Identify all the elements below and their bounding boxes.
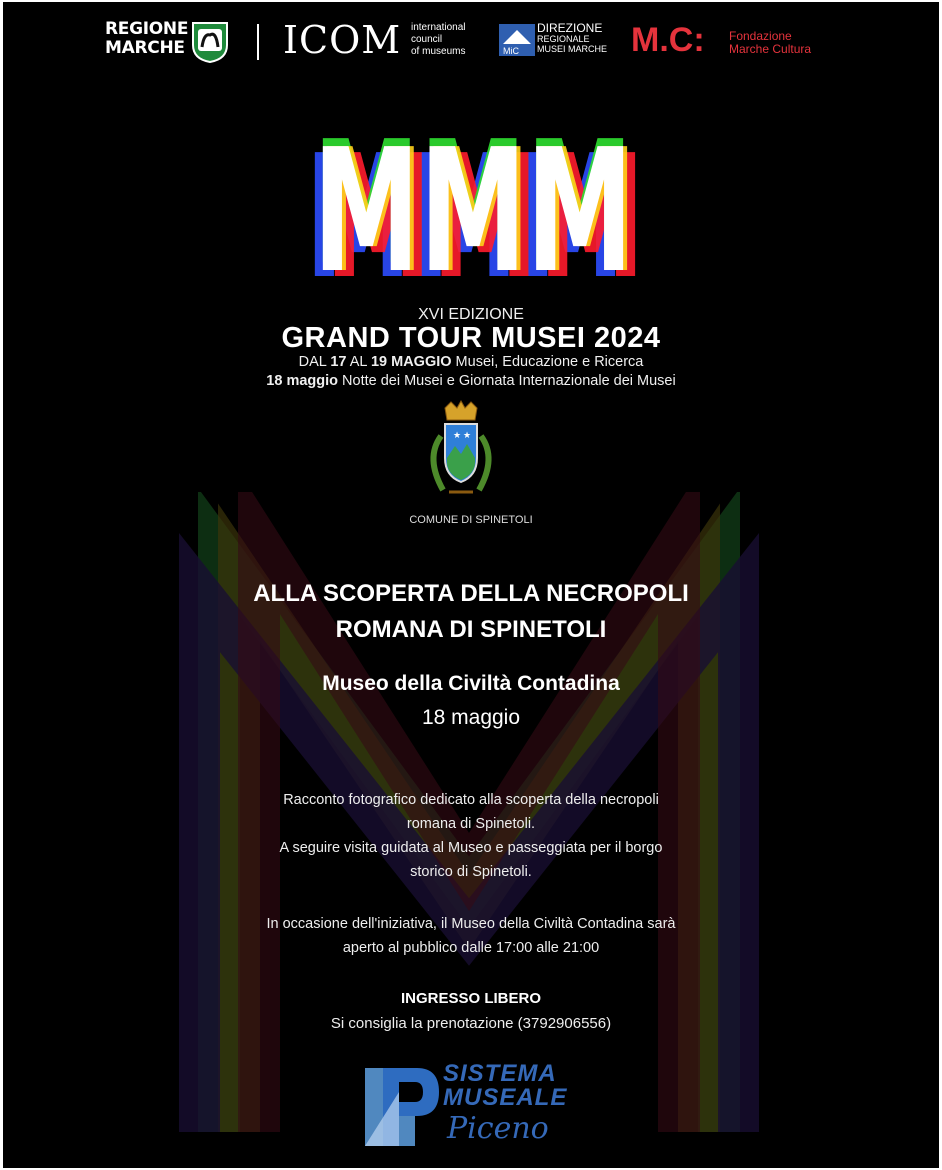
icom-subtitle: international council of museums bbox=[411, 22, 466, 57]
museale-label: MUSEALE bbox=[443, 1084, 568, 1111]
event-day: 18 maggio bbox=[421, 706, 521, 729]
direzione-regionale-logo: DIREZIONE REGIONALE MUSEI MARCHE bbox=[537, 21, 608, 54]
notte-dei-musei-line: 18 maggio Notte dei Musei e Giornata Internazionale dei Musei bbox=[266, 373, 676, 389]
edition-label: XVI EDIZIONE bbox=[418, 306, 524, 323]
marche-cultura-logo: M.C: bbox=[631, 21, 705, 59]
svg-text:★: ★ bbox=[453, 430, 462, 440]
mmm-layer: MMM bbox=[317, 113, 637, 290]
mmm-layer: MMM bbox=[313, 113, 633, 290]
regione-shield-icon bbox=[191, 21, 229, 63]
booking-note: Si consiglia la prenotazione (3792906556) bbox=[330, 1015, 612, 1032]
piceno-label: Piceno bbox=[447, 1111, 549, 1146]
sistema-label: SISTEMA bbox=[443, 1060, 557, 1087]
logo-separator bbox=[257, 24, 259, 60]
mmm-glitch-logo bbox=[299, 110, 647, 290]
mic-building-icon bbox=[499, 24, 535, 56]
description-paragraph: Racconto fotografico dedicato alla scoperta della necropoli romana di Spinetoli. A seguire visita guidata al Museo e passeggiata per il borgo storico di Spinetoli. bbox=[279, 792, 663, 880]
mmm-layer: MMM bbox=[325, 119, 645, 290]
comune-label: COMUNE DI SPINETOLI bbox=[409, 514, 533, 526]
mmm-layer: MMM bbox=[313, 110, 633, 290]
spinetoli-coat-of-arms bbox=[415, 400, 507, 504]
mmm-layer: MMM bbox=[305, 119, 625, 290]
sistema-museale-icon bbox=[359, 1062, 441, 1152]
opening-hours-paragraph: In occasione dell'iniziativa, il Museo della Civiltà Contadina sarà aperto al pubblico dalle 17:00 alle 21:00 bbox=[266, 916, 676, 956]
free-entry-label: INGRESSO LIBERO bbox=[400, 990, 542, 1007]
svg-text:★: ★ bbox=[463, 430, 472, 440]
museum-name: Museo della Civiltà Contadina bbox=[322, 672, 620, 695]
fondazione-label: Fondazione Marche Cultura bbox=[729, 29, 812, 56]
svg-text:MiC: MiC bbox=[503, 46, 519, 56]
regione-marche-logo: REGIONE MARCHE bbox=[105, 19, 189, 58]
headline: ALLA SCOPERTA DELLA NECROPOLI ROMANA DI SPINETOLI bbox=[253, 580, 689, 643]
partner-logos bbox=[3, 2, 939, 82]
event-title: GRAND TOUR MUSEI 2024 bbox=[281, 322, 661, 354]
icom-logo: ICOM bbox=[283, 18, 402, 62]
event-poster bbox=[3, 2, 939, 1168]
event-dates: DAL 17 AL 19 MAGGIO Musei, Educazione e Ricerca bbox=[298, 354, 644, 370]
